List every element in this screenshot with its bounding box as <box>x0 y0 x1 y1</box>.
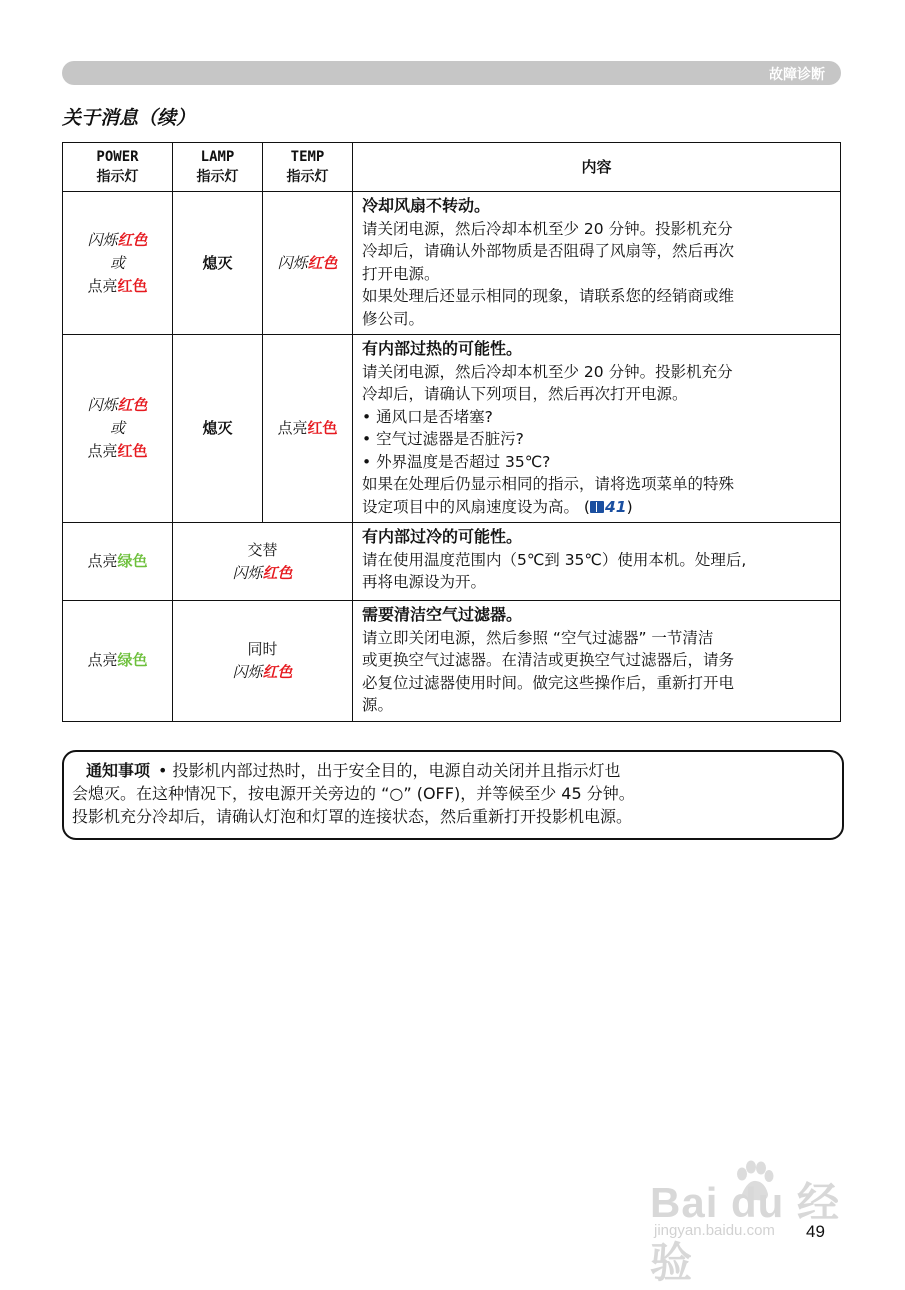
content-line-text: 设定项目中的风扇速度设为高。 ( <box>362 497 590 516</box>
power-indicator-cell <box>63 523 173 601</box>
lamp-temp-indicator-cell <box>173 601 353 722</box>
content-line: • 空气过滤器是否脏污? <box>362 430 524 448</box>
header-power <box>63 143 173 192</box>
power-or-text: 或 <box>109 419 125 437</box>
power-state-text: 点亮 <box>87 276 118 295</box>
ref-close-paren: ) <box>626 497 633 516</box>
power-color-text: 红色 <box>117 396 148 414</box>
content-title: 需要清洁空气过滤器。 <box>362 605 523 624</box>
lamp-temp-color-text: 红色 <box>262 662 293 681</box>
content-line: 请关闭电源，然后冷却本机至少 20 分钟。投影机充分 <box>362 219 733 238</box>
notice-title: 通知事项 <box>86 761 151 780</box>
power-state-text: 点亮 <box>87 442 118 460</box>
indicator-message-table <box>62 142 841 722</box>
content-line-with-ref <box>362 496 832 519</box>
section-header-bar <box>62 61 841 85</box>
content-line: 再将电源设为开。 <box>362 573 487 591</box>
power-state-text: 点亮 <box>87 651 118 670</box>
header-temp-name: TEMP <box>290 149 325 165</box>
page-reference-link[interactable]: 41 <box>604 497 627 516</box>
lamp-temp-mode-text: 同时 <box>247 639 278 658</box>
temp-state-text: 闪烁 <box>277 253 308 272</box>
watermark-brand: Bai du 经验 <box>650 1179 841 1286</box>
content-line: 如果在处理后仍显示相同的指示，请将选项菜单的特殊 <box>362 475 735 493</box>
page-title: 关于消息（续） <box>62 107 196 129</box>
power-state-text: 闪烁 <box>87 396 118 414</box>
content-line: 冷却后，请确认下列项目，然后再次打开电源。 <box>362 385 688 403</box>
header-temp <box>263 143 353 192</box>
table-row <box>63 523 841 601</box>
lamp-temp-state-text: 闪烁 <box>232 563 263 582</box>
notice-line: 投影机充分冷却后，请确认灯泡和灯罩的连接状态，然后重新打开投影机电源。 <box>72 807 633 826</box>
lamp-temp-color-text: 红色 <box>262 563 293 582</box>
content-cell <box>353 192 841 335</box>
content-line: 请在使用温度范围内（5℃到 35℃）使用本机。处理后, <box>362 550 747 569</box>
power-indicator-cell <box>63 601 173 722</box>
table-row <box>63 335 841 523</box>
content-line: 必复位过滤器使用时间。做完这些操作后，重新打开电 <box>362 673 735 692</box>
content-line: 修公司。 <box>362 309 425 328</box>
power-indicator-cell <box>63 335 173 523</box>
power-state-text: 闪烁 <box>87 230 118 249</box>
temp-color-text: 红色 <box>307 253 338 272</box>
content-title: 冷却风扇不转动。 <box>362 196 491 215</box>
temp-indicator-cell <box>263 335 353 523</box>
content-title: 有内部过冷的可能性。 <box>362 527 523 546</box>
power-indicator-cell <box>63 192 173 335</box>
power-color-text: 红色 <box>117 442 148 460</box>
content-line: 请立即关闭电源，然后参照 “空气过滤器” 一节清洁 <box>362 628 714 647</box>
table-row <box>63 192 841 335</box>
content-line: 或更换空气过滤器。在清洁或更换空气过滤器后，请务 <box>362 651 735 669</box>
content-cell <box>353 601 841 722</box>
power-color-text: 绿色 <box>117 651 148 670</box>
watermark-url: jingyan.baidu.com <box>654 1222 775 1239</box>
power-color-text: 绿色 <box>117 552 148 570</box>
content-line: 如果处理后还显示相同的现象，请联系您的经销商或维 <box>362 287 735 305</box>
content-line: • 通风口是否堵塞? <box>362 407 493 426</box>
lamp-indicator-cell: 熄灭 <box>173 192 263 335</box>
power-color-text: 红色 <box>117 230 148 249</box>
book-icon <box>590 501 604 513</box>
lamp-temp-mode-text: 交替 <box>247 540 278 559</box>
section-label: 故障诊断 <box>769 67 825 83</box>
power-state-text: 点亮 <box>87 552 118 570</box>
table-header-row <box>63 143 841 192</box>
temp-state-text: 点亮 <box>277 419 308 437</box>
header-lamp-sub: 指示灯 <box>196 169 239 185</box>
header-power-sub: 指示灯 <box>96 169 139 185</box>
temp-color-text: 红色 <box>307 419 338 437</box>
content-line: • 外界温度是否超过 35℃? <box>362 452 551 471</box>
notice-line <box>72 759 836 782</box>
notice-text: • 投影机内部过热时，出于安全目的，电源自动关闭并且指示灯也 <box>158 761 621 780</box>
content-line: 请关闭电源，然后冷却本机至少 20 分钟。投影机充分 <box>362 362 733 381</box>
header-temp-sub: 指示灯 <box>286 169 329 185</box>
content-line: 源。 <box>362 696 394 714</box>
content-line: 冷却后，请确认外部物质是否阻碍了风扇等，然后再次 <box>362 242 735 260</box>
header-lamp <box>173 143 263 192</box>
lamp-temp-state-text: 闪烁 <box>232 662 263 681</box>
lamp-indicator-cell: 熄灭 <box>173 335 263 523</box>
power-or-text: 或 <box>109 253 125 272</box>
temp-indicator-cell <box>263 192 353 335</box>
content-line: 打开电源。 <box>362 264 440 283</box>
lamp-temp-indicator-cell <box>173 523 353 601</box>
header-lamp-name: LAMP <box>200 149 235 165</box>
header-content: 内容 <box>353 143 841 192</box>
content-cell <box>353 335 841 523</box>
notice-line: 会熄灭。在这种情况下，按电源开关旁边的 “○” (OFF)，并等候至少 45 分钟。 <box>72 784 635 803</box>
power-color-text: 红色 <box>117 276 148 295</box>
notice-box <box>62 750 844 840</box>
content-cell <box>353 523 841 601</box>
content-title: 有内部过热的可能性。 <box>362 339 523 358</box>
page-number: 49 <box>806 1222 825 1241</box>
table-row <box>63 601 841 722</box>
header-power-name: POWER <box>96 149 139 165</box>
